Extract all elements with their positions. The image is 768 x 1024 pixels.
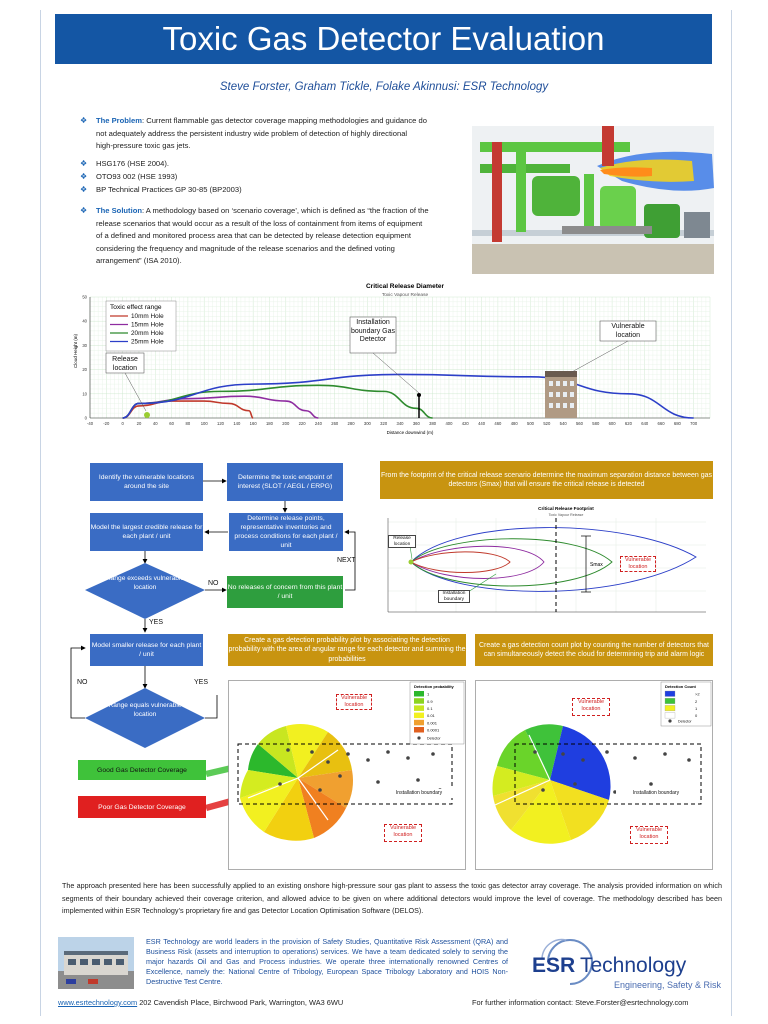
- detector-icon: [668, 719, 671, 722]
- x-tick-label: 320: [380, 421, 388, 426]
- no-label: NO: [77, 679, 88, 686]
- legend-title: Toxic effect range: [110, 304, 162, 311]
- x-tick-label: 140: [233, 421, 241, 426]
- summary-paragraph: The approach presented here has been successfully applied to an existing onshore high-pressure sour gas plant to assess the toxic gas detector array coverage. The analysis provided information on which segments of their boundary achieved their coverage criterion, and allowed advice to be given on where additional detectors would improve the level of coverage. The methodology described has been implemented within ESR Technology’s proprietary fire and gas Detector Location Optimisation Software (DELOS).: [62, 881, 722, 916]
- x-tick-label: 80: [185, 421, 191, 426]
- legend-entry: 15mm Hole: [131, 321, 164, 329]
- authors: Steve Forster, Graham Tickle, Folake Akinnusi: ESR Technology: [219, 81, 549, 93]
- x-tick-label: 600: [608, 421, 616, 426]
- y-tick-label: 30: [82, 342, 87, 348]
- logo-name: ESR: [532, 954, 576, 977]
- footprint-release-label: Release location: [388, 535, 416, 548]
- solution-line: of a defined and monitored process area that can be detected by release detection equipment: [96, 231, 411, 241]
- x-tick-label: 420: [461, 421, 469, 426]
- x-tick-label: 340: [396, 421, 404, 426]
- no-label: NO: [208, 580, 219, 587]
- solution-bullet: [80, 205, 470, 271]
- count-vulnerable-top: Vulnerable location: [572, 698, 610, 716]
- y-tick-label: 20: [82, 367, 87, 373]
- x-tick-label: 640: [641, 421, 649, 426]
- x-tick-label: 440: [478, 421, 486, 426]
- count-legend-item: 2: [695, 698, 698, 704]
- x-tick-label: 0: [121, 421, 124, 426]
- address-line: [58, 998, 343, 1007]
- legend-entry: 20mm Hole: [131, 330, 164, 337]
- x-tick-label: 580: [592, 421, 600, 426]
- prob-legend-item: 0.001: [427, 720, 438, 726]
- vulnerable-label: Vulnerable location: [611, 323, 645, 339]
- x-tick-label: 520: [543, 421, 551, 426]
- count-legend-swatch: [665, 713, 675, 719]
- prob-legend-item: 0.0001: [427, 727, 440, 733]
- problem-bullet: [80, 115, 460, 155]
- logo-name-rest: Technology: [580, 954, 687, 977]
- problem-line: high-pressure toxic gas jets.: [96, 141, 191, 151]
- esr-building-photo: [58, 937, 134, 989]
- x-tick-label: 660: [657, 421, 665, 426]
- prob-legend-swatch: [414, 698, 424, 704]
- footprint-subtitle: Toxic Vapour Release: [548, 513, 584, 517]
- x-tick-label: 480: [510, 421, 518, 426]
- x-tick-label: 100: [200, 421, 208, 426]
- prob-legend-item: 0.01: [427, 713, 435, 719]
- smax-label: Smax: [590, 562, 603, 568]
- prob-legend-swatch: [414, 691, 424, 697]
- industrial-pipe-photo: [472, 126, 714, 274]
- model-smaller-step: Model smaller release for each plant / unit: [90, 634, 203, 666]
- prob-legend-swatch: [414, 727, 424, 733]
- footprint-chart: [376, 502, 716, 620]
- good-coverage-label: Good Gas Detector Coverage: [78, 760, 206, 780]
- x-tick-label: 300: [363, 421, 371, 426]
- x-tick-label: 180: [265, 421, 273, 426]
- prob-legend-swatch: [414, 713, 424, 719]
- count-legend-title: Detection Count: [665, 684, 696, 689]
- y-tick-label: 40: [82, 318, 87, 324]
- count-vulnerable-bottom: Vulnerable location: [630, 826, 668, 844]
- solution-label: The Solution: [96, 206, 142, 215]
- count-plot-instruction: Create a gas detection count plot by counting the number of detectors that can simultaneously detect the cloud for determining trip and alarm logic: [475, 634, 713, 666]
- no-release-step: No releases of concern from this plant / unit: [227, 576, 343, 608]
- x-tick-label: 680: [673, 421, 681, 426]
- x-tick-label: 460: [494, 421, 502, 426]
- range-equals-decision: Range equals vulnerable location: [108, 702, 182, 718]
- endpoint-step: Determine the toxic endpoint of interest (SLOT / AEGL / ERPG): [227, 463, 343, 501]
- count-legend-swatch: [665, 705, 675, 711]
- identify-step: Identify the vulnerable locations around the site: [90, 463, 203, 501]
- y-tick-label: 50: [82, 294, 87, 300]
- building-icon: [545, 371, 577, 418]
- problem-line: not adequately address the persistent industry wide problem of detection of highly directional: [96, 128, 408, 138]
- footprint-instruction: From the footprint of the critical release scenario determine the maximum separation distance between gas detectors (Smax) that will ensure the critical release is detected: [380, 461, 713, 499]
- x-tick-label: 160: [249, 421, 257, 426]
- x-tick-label: 560: [575, 421, 583, 426]
- y-tick-label: 10: [82, 391, 87, 397]
- prob-installation-label: Installation boundary: [379, 789, 459, 798]
- chart-ylabel: Cloud Height (m): [73, 333, 78, 369]
- gas-detector-icon: [417, 393, 421, 397]
- problem-line: : Current flammable gas detector coverage mapping methodologies and guidance do: [142, 116, 427, 125]
- diamond-bullet-icon: ❖: [80, 159, 88, 168]
- diamond-bullet-icon: ❖: [80, 206, 88, 215]
- address-text: 202 Cavendish Place, Birchwood Park, Warrington, WA3 6WU: [137, 998, 344, 1007]
- legend-entry: 10mm Hole: [131, 313, 164, 320]
- model-largest-step: Model the largest credible release for each plant / unit: [90, 513, 203, 551]
- release-point-icon: [144, 412, 150, 418]
- esr-description: ESR Technology are world leaders in the provision of Safety Studies, Quantitative Risk Assessment (QRA) and Business Risk (assets and interruption to operations) services. We have a team dedicated solely to serving the major hazards Oil and Gas and Process industries. We operate three internationally renowned Centres of Excellence, namely the: National Centre of Tribology, European Space Tribology Laboratory and HOIS Non-Destructive Test Centre.: [146, 937, 508, 986]
- x-tick-label: 280: [347, 421, 355, 426]
- x-tick-label: 400: [445, 421, 453, 426]
- x-tick-label: 500: [527, 421, 535, 426]
- range-exceeds-decision: Range exceeds vulnerable location: [105, 575, 185, 591]
- x-tick-label: -20: [103, 421, 110, 426]
- x-tick-label: 700: [690, 421, 698, 426]
- diamond-bullet-icon: ❖: [80, 116, 88, 125]
- x-tick-label: 540: [559, 421, 567, 426]
- x-tick-label: 380: [429, 421, 437, 426]
- x-tick-label: 260: [331, 421, 339, 426]
- prob-legend-swatch: [414, 705, 424, 711]
- prob-legend-detector: Detector: [427, 736, 441, 741]
- poor-coverage-label: Poor Gas Detector Coverage: [78, 796, 206, 818]
- ref-bullet: [80, 184, 460, 198]
- website-link[interactable]: www.esrtechnology.com: [58, 998, 138, 1007]
- x-tick-label: 40: [152, 421, 158, 426]
- footprint-vulnerable-label: Vulnerable location: [620, 556, 656, 572]
- footprint-title: Critical Release Footprint: [538, 506, 594, 511]
- yes-label: YES: [149, 619, 164, 626]
- y-tick-label: 0: [84, 415, 87, 421]
- chart-title: Critical Release Diameter: [365, 283, 445, 290]
- x-tick-label: 200: [282, 421, 290, 426]
- yes-label: YES: [194, 679, 209, 686]
- probability-plot-instruction: Create a gas detection probability plot by associating the detection probability with the area of angular range for each detector and summing the probabilities: [228, 634, 466, 666]
- x-tick-label: -40: [86, 421, 94, 426]
- prob-legend-item: 0.9: [427, 698, 433, 704]
- contact-line: For further information contact: Steve.Forster@esrtechnology.com: [472, 998, 689, 1007]
- detector-icon: [417, 736, 420, 739]
- legend-entry: 25mm Hole: [131, 338, 164, 346]
- prob-legend-item: 0.1: [427, 706, 433, 711]
- poster-title: Toxic Gas Detector Evaluation: [55, 14, 712, 64]
- ref-text: BP Technical Practices GP 30-85 (BP2003): [96, 185, 242, 194]
- prob-vulnerable-bottom: Vulnerable location: [384, 824, 422, 842]
- x-tick-label: 20: [136, 421, 142, 426]
- prob-legend-swatch: [414, 720, 424, 726]
- prob-legend-title: Detection probability: [414, 684, 454, 689]
- critical-release-chart: [70, 277, 720, 437]
- footprint-installation-label: Installation boundary: [438, 590, 470, 603]
- x-tick-label: 360: [412, 421, 420, 426]
- x-tick-label: 220: [298, 421, 306, 426]
- problem-label: The Problem: [96, 116, 142, 125]
- solution-line: : A methodology based on ‘scenario coverage’, which is defined as “the fraction of the: [141, 206, 429, 215]
- chart-xlabel: Distance downwind (m): [386, 430, 434, 435]
- count-legend-item: 0: [695, 713, 698, 719]
- x-tick-label: 240: [314, 421, 322, 426]
- count-legend-detector: Detector: [678, 719, 692, 724]
- ref-bullet: [80, 158, 460, 172]
- diamond-bullet-icon: ❖: [80, 185, 88, 194]
- ref-text: HSG176 (HSE 2004).: [96, 159, 170, 168]
- x-tick-label: 120: [217, 421, 225, 426]
- ref-bullet: [80, 171, 460, 185]
- logo-tagline: Engineering, Safety & Risk: [614, 980, 722, 990]
- solution-line: release scenarios that would occur as a result of the loss of containment from items of equipment: [96, 218, 423, 228]
- diamond-bullet-icon: ❖: [80, 172, 88, 181]
- chart-subtitle: Toxic Vapour Release: [381, 293, 429, 298]
- prob-vulnerable-top: Vulnerable location: [336, 694, 372, 710]
- esr-logo: [522, 928, 722, 994]
- x-tick-label: 620: [624, 421, 632, 426]
- ref-text: OTO93 002 (HSE 1993): [96, 172, 178, 181]
- release-label: Release location: [112, 356, 138, 372]
- release-points-step: Determine release points, representative inventories and process conditions for each plant / unit: [229, 513, 343, 551]
- next-label: NEXT: [337, 557, 356, 564]
- count-legend-item: 1: [695, 706, 698, 711]
- count-installation-label: Installation boundary: [616, 789, 696, 798]
- count-legend-swatch: [665, 691, 675, 697]
- count-legend-item: >2: [695, 691, 700, 697]
- solution-line: arrangement” (ISA 2010).: [96, 256, 182, 266]
- count-legend-swatch: [665, 698, 675, 704]
- installation-label: Installation boundary Gas Detector: [351, 319, 395, 343]
- solution-line: considering the frequency and magnitude of the release scenarios and the defined voting: [96, 243, 395, 253]
- prob-legend-item: 1: [427, 691, 430, 697]
- x-tick-label: 60: [169, 421, 174, 426]
